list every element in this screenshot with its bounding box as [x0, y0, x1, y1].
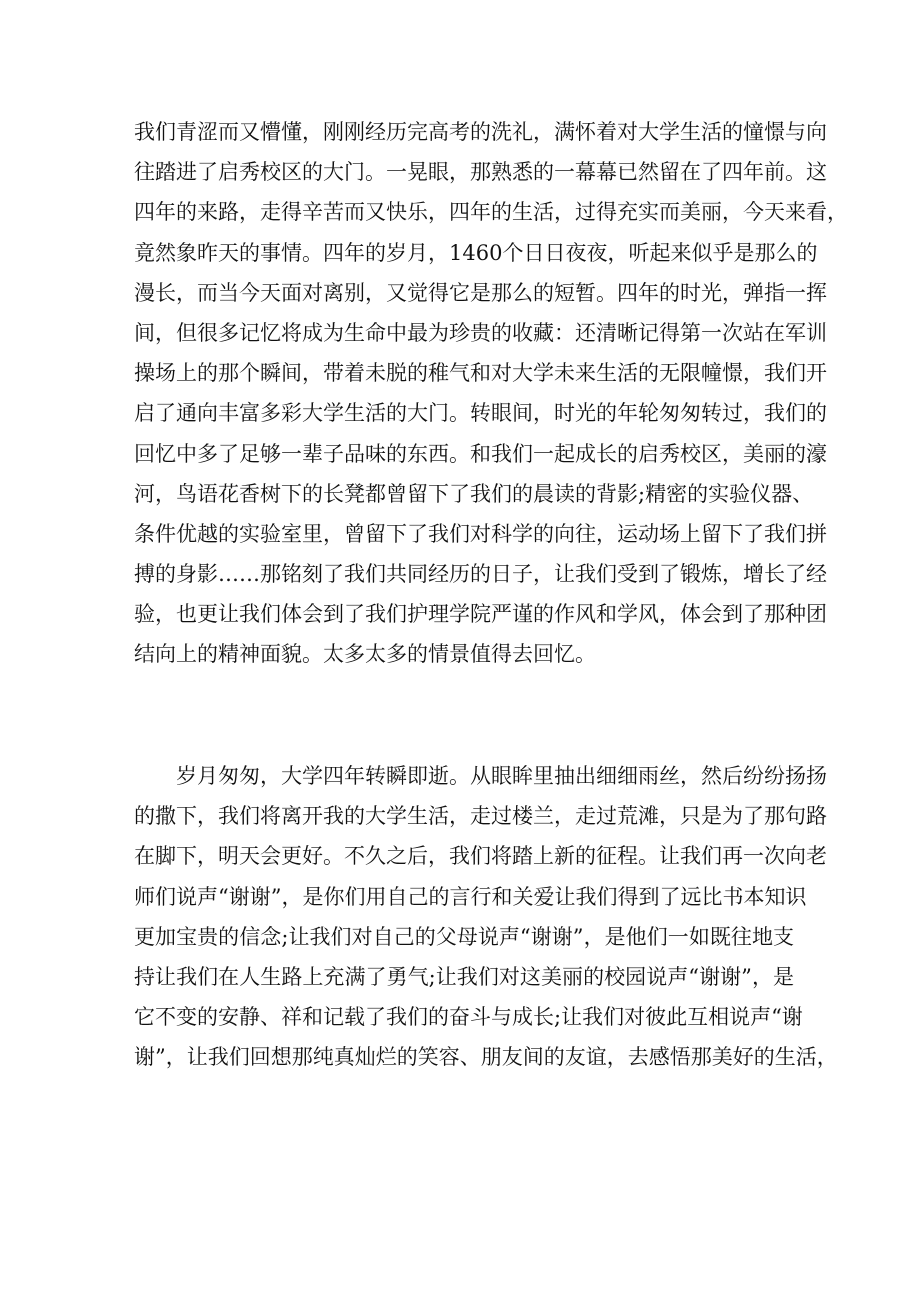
paragraph-1: [134, 112, 848, 675]
text-line: 验，也更让我们体会到了我们护理学院严谨的作风和学风，体会到了那种团: [134, 602, 827, 627]
text-line: 更加宝贵的信念;让我们对自己的父母说声“谢谢”，是他们一如既往地支: [134, 924, 794, 949]
text-line: 结向上的精神面貌。太多太多的情景值得去回忆。: [134, 642, 596, 667]
text-line: 岁月匆匆，大学四年转瞬即逝。从眼眸里抽出细细雨丝，然后纷纷扬扬: [176, 764, 827, 788]
text-line: 回忆中多了足够一辈子品味的东西。和我们一起成长的启秀校区，美丽的濠: [134, 441, 827, 466]
text-line: 往踏进了启秀校区的大门。一晃眼，那熟悉的一幕幕已然留在了四年前。这: [134, 160, 827, 185]
text-line: 的撒下，我们将离开我的大学生活，走过楼兰，走过荒滩，只是为了那句路: [134, 804, 827, 829]
text-line: 启了通向丰富多彩大学生活的大门。转眼间，时光的年轮匆匆转过，我们的: [134, 401, 827, 426]
text-line: 搏的身影……那铭刻了我们共同经历的日子，让我们受到了锻炼，增长了经: [134, 562, 827, 587]
text-line: 师们说声“谢谢”，是你们用自己的言行和关爱让我们得到了远比书本知识: [134, 884, 807, 909]
text-line: 条件优越的实验室里，曾留下了我们对科学的向往，运动场上留下了我们拼: [134, 521, 827, 546]
text-line: 漫长，而当今天面对离别，又觉得它是那么的短暂。四年的时光，弹指一挥: [134, 280, 827, 305]
text-line: 我们青涩而又懵懂，刚刚经历完高考的洗礼，满怀着对大学生活的憧憬与向: [134, 120, 827, 144]
text-line: 竟然象昨天的事情。四年的岁月，1460个日日夜夜，听起来似乎是那么的: [134, 240, 818, 265]
text-line: 四年的来路，走得辛苦而又快乐，四年的生活，过得充实而美丽，今天来看，: [134, 200, 848, 225]
text-line: 它不变的安静、祥和记载了我们的奋斗与成长;让我们对彼此互相说声“谢: [134, 1005, 803, 1030]
text-line: 在脚下，明天会更好。不久之后，我们将踏上新的征程。让我们再一次向老: [134, 844, 827, 869]
paragraph-2: [134, 756, 838, 1078]
text-line: 间，但很多记忆将成为生命中最为珍贵的收藏：还清晰记得第一次站在军训: [134, 320, 827, 345]
text-line: 河，鸟语花香树下的长凳都曾留下了我们的晨读的背影;精密的实验仪器、: [134, 481, 814, 506]
text-line: 谢”，让我们回想那纯真灿烂的笑容、朋友间的友谊，去感悟那美好的生活，: [134, 1045, 838, 1070]
text-line: 操场上的那个瞬间，带着未脱的稚气和对大学未来生活的无限幢憬，我们开: [134, 361, 827, 386]
text-line: 持让我们在人生路上充满了勇气;让我们对这美丽的校园说声“谢谢”，是: [134, 964, 794, 989]
